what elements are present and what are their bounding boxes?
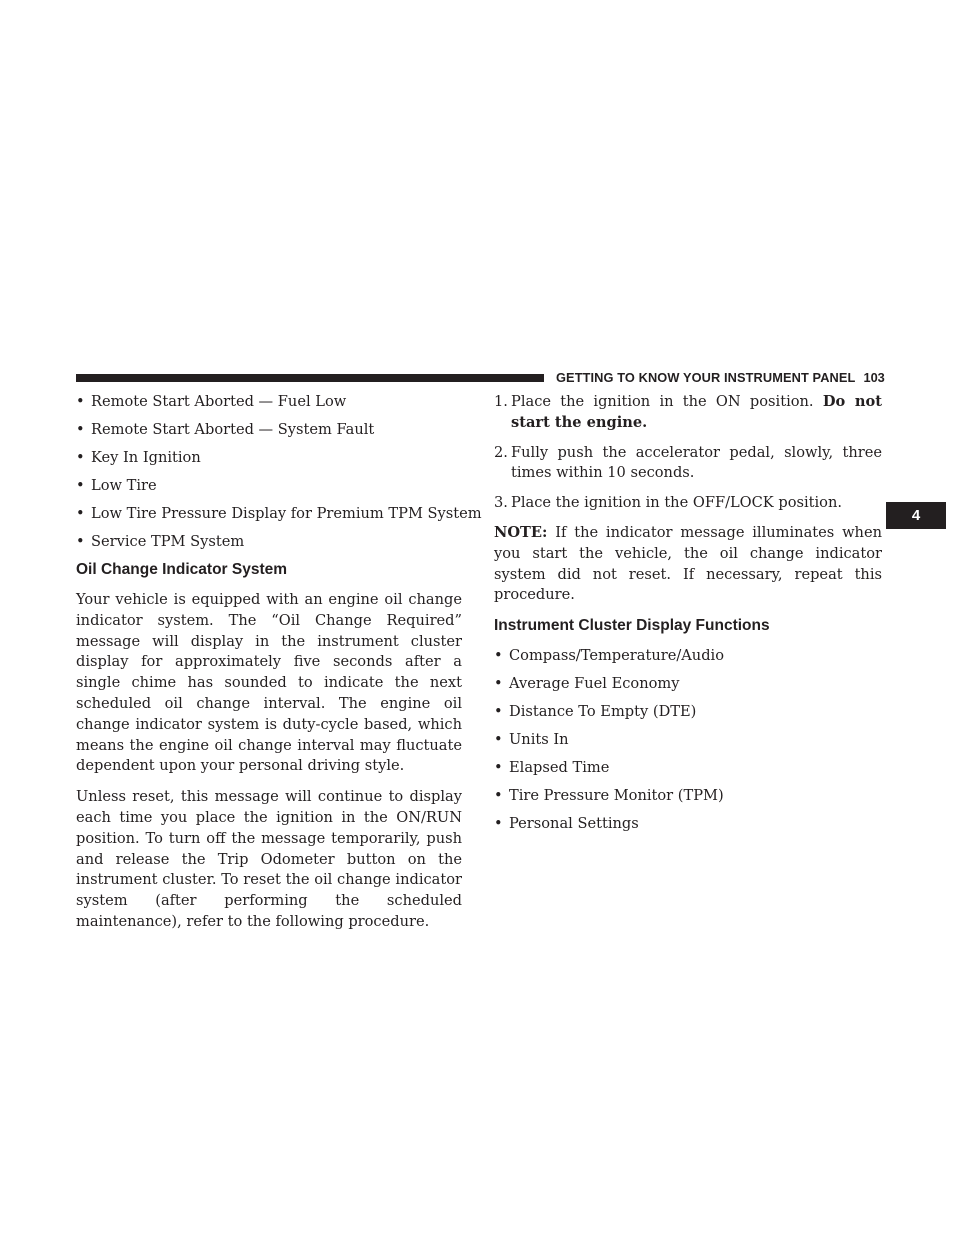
note-text: If the indicator message illuminates when you start the vehicle, the oil change indicator system did not reset. If necessary, repeat this procedure. xyxy=(494,523,882,604)
procedure-step xyxy=(494,392,882,434)
bullet-icon: • xyxy=(494,703,503,721)
list-item-text: Distance To Empty (DTE) xyxy=(509,703,697,721)
list-item-text: Remote Start Aborted — System Fault xyxy=(91,421,375,438)
bullet-icon: • xyxy=(76,449,85,466)
list-item xyxy=(494,786,882,806)
chapter-tab: 4 xyxy=(886,502,946,529)
step-number: 2. xyxy=(494,443,508,461)
list-item-text: Low Tire Pressure Display for Premium TPM System xyxy=(91,505,482,522)
list-item xyxy=(76,476,462,496)
procedure-step xyxy=(494,493,882,514)
bullet-icon: • xyxy=(494,647,503,665)
list-item xyxy=(494,646,882,666)
section-heading: Instrument Cluster Display Functions xyxy=(494,617,770,635)
list-item xyxy=(494,758,882,778)
bullet-icon: • xyxy=(76,421,85,438)
bullet-icon: • xyxy=(494,675,503,693)
list-item-text: Low Tire xyxy=(91,477,157,494)
note-label: NOTE: xyxy=(494,523,548,541)
header-rule xyxy=(76,374,544,382)
section-heading: Oil Change Indicator System xyxy=(76,561,288,578)
list-item-text: Personal Settings xyxy=(509,815,639,833)
body-paragraph: Your vehicle is equipped with an engine oil change indicator system. The “Oil Change Required” message will display in the instrument cluster display for approximately five seconds after a single chime has sounded to indicate the next scheduled oil change interval. The engine oil change indicator system is duty-cycle based, which means the engine oil change interval may fluctuate dependent upon your personal driving style. xyxy=(76,591,462,775)
list-item-text: Tire Pressure Monitor (TPM) xyxy=(509,787,724,805)
warning-message-list xyxy=(76,392,482,552)
section-title: GETTING TO KNOW YOUR INSTRUMENT PANEL xyxy=(556,370,856,385)
bullet-icon: • xyxy=(494,815,503,833)
left-column xyxy=(76,392,482,943)
right-column xyxy=(494,392,882,842)
page-number: 103 xyxy=(863,370,885,385)
list-item-text: Elapsed Time xyxy=(509,759,610,777)
step-text: Fully push the accelerator pedal, slowly, three times within 10 seconds. xyxy=(511,443,882,482)
list-item xyxy=(494,702,882,722)
display-functions-list xyxy=(494,646,882,834)
step-number: 3. xyxy=(494,494,508,512)
list-item-text: Compass/Temperature/Audio xyxy=(509,647,724,665)
list-item xyxy=(76,448,462,468)
bullet-icon: • xyxy=(494,731,503,749)
list-item-text: Key In Ignition xyxy=(91,449,201,466)
step-warning: Do not start the engine. xyxy=(511,393,882,431)
note-paragraph xyxy=(494,523,882,606)
list-item xyxy=(494,730,882,750)
step-text: Place the ignition in the OFF/LOCK position. xyxy=(511,494,842,512)
list-item-text: Units In xyxy=(509,731,569,749)
list-item-text: Remote Start Aborted — Fuel Low xyxy=(91,393,347,410)
list-item xyxy=(494,814,882,834)
bullet-icon: • xyxy=(494,759,503,777)
list-item xyxy=(76,532,462,552)
body-paragraph: Unless reset, this message will continue to display each time you place the ignition in the ON/RUN position. To turn off the message temporarily, push and release the Trip Odometer button on the instrument cluster. To reset the oil change indicator system (after performing the scheduled maintenance), refer to the following procedure. xyxy=(76,788,462,930)
procedure-step xyxy=(494,443,882,485)
bullet-icon: • xyxy=(76,505,85,522)
list-item xyxy=(76,504,482,524)
list-item xyxy=(76,420,462,440)
list-item xyxy=(494,674,882,694)
bullet-icon: • xyxy=(76,477,85,494)
step-text: Place the ignition in the ON position. xyxy=(511,393,814,410)
list-item-text: Average Fuel Economy xyxy=(509,675,680,693)
list-item xyxy=(76,392,462,412)
step-number: 1. xyxy=(494,393,508,410)
bullet-icon: • xyxy=(494,787,503,805)
list-item-text: Service TPM System xyxy=(91,533,245,550)
running-header xyxy=(556,369,886,387)
bullet-icon: • xyxy=(76,393,85,410)
bullet-icon: • xyxy=(76,533,85,550)
